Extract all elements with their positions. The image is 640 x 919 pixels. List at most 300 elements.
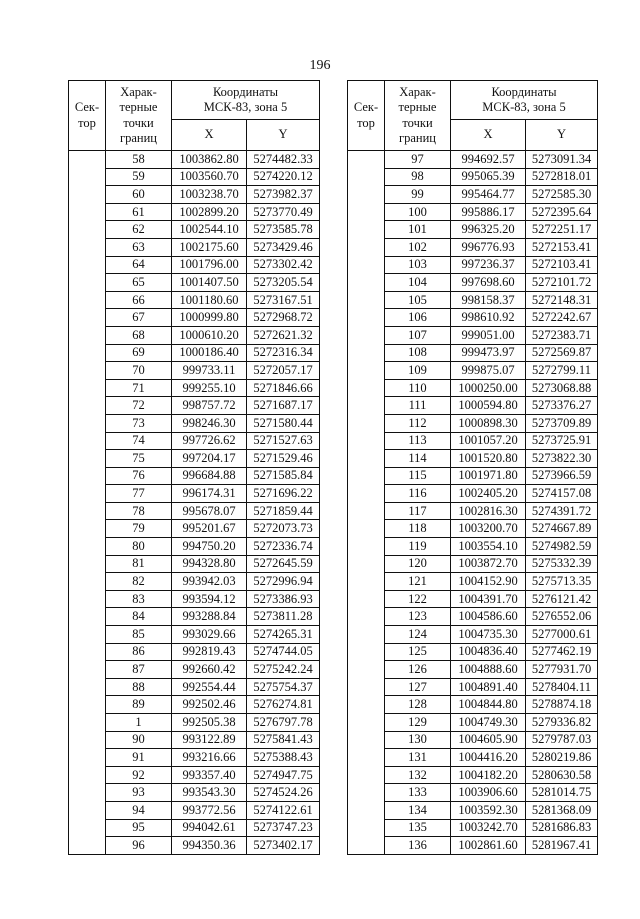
sector-cell: [348, 221, 385, 239]
table-row: [348, 151, 598, 169]
point-number-cell: 115: [385, 467, 451, 485]
x-coordinate-cell: 1004735.30: [451, 626, 526, 644]
points-header-line: терные: [119, 100, 158, 114]
table-row: [69, 749, 320, 767]
table-row: [69, 573, 320, 591]
sector-cell: [69, 837, 106, 855]
y-coordinate-cell: 5276274.81: [247, 696, 320, 714]
sector-cell: [348, 502, 385, 520]
x-coordinate-cell: 993288.84: [172, 608, 247, 626]
x-coordinate-cell: 1004416.20: [451, 749, 526, 767]
point-number-cell: 90: [106, 731, 172, 749]
table-row: [348, 221, 598, 239]
sector-cell: [348, 749, 385, 767]
sector-cell: [69, 203, 106, 221]
sector-cell: [348, 538, 385, 556]
table-row: [348, 256, 598, 274]
table-row: [348, 784, 598, 802]
left-table-body: [69, 151, 320, 855]
point-number-cell: 95: [106, 819, 172, 837]
table-row: [348, 485, 598, 503]
sector-cell: [69, 801, 106, 819]
sector-cell: [348, 573, 385, 591]
sector-cell: [348, 801, 385, 819]
y-coordinate-cell: 5274122.61: [247, 801, 320, 819]
sector-cell: [69, 467, 106, 485]
sector-cell: [348, 274, 385, 292]
x-coordinate-cell: 1004605.90: [451, 731, 526, 749]
y-coordinate-cell: 5277931.70: [526, 661, 598, 679]
sector-cell: [348, 714, 385, 732]
sector-cell: [69, 291, 106, 309]
x-coordinate-cell: 997236.37: [451, 256, 526, 274]
sector-cell: [69, 714, 106, 732]
point-number-cell: 73: [106, 414, 172, 432]
point-number-cell: 132: [385, 766, 451, 784]
y-coordinate-cell: 5275242.24: [247, 661, 320, 679]
x-coordinate-cell: 1003872.70: [451, 555, 526, 573]
y-coordinate-cell: 5272148.31: [526, 291, 598, 309]
x-coordinate-cell: 992660.42: [172, 661, 247, 679]
point-number-cell: 113: [385, 432, 451, 450]
sector-cell: [69, 414, 106, 432]
y-coordinate-cell: 5272818.01: [526, 168, 598, 186]
point-number-cell: 65: [106, 274, 172, 292]
point-number-cell: 77: [106, 485, 172, 503]
table-row: [348, 696, 598, 714]
point-number-cell: 62: [106, 221, 172, 239]
sector-cell: [69, 608, 106, 626]
coords-header-line: МСК-83, зона 5: [482, 100, 566, 114]
y-coordinate-cell: 5272073.73: [247, 520, 320, 538]
sector-cell: [348, 450, 385, 468]
point-number-cell: 88: [106, 678, 172, 696]
sector-cell: [69, 450, 106, 468]
sector-cell: [69, 397, 106, 415]
y-coordinate-cell: 5273376.27: [526, 397, 598, 415]
table-row: [69, 502, 320, 520]
point-number-cell: 84: [106, 608, 172, 626]
point-number-cell: 83: [106, 590, 172, 608]
y-coordinate-cell: 5272621.32: [247, 326, 320, 344]
y-coordinate-cell: 5277000.61: [526, 626, 598, 644]
x-coordinate-cell: 1004888.60: [451, 661, 526, 679]
table-row: [69, 485, 320, 503]
table-row: [348, 819, 598, 837]
point-number-cell: 81: [106, 555, 172, 573]
sector-cell: [348, 362, 385, 380]
table-row: [69, 397, 320, 415]
y-coordinate-cell: 5274947.75: [247, 766, 320, 784]
sector-cell: [69, 678, 106, 696]
point-number-cell: 128: [385, 696, 451, 714]
point-number-cell: 66: [106, 291, 172, 309]
point-number-cell: 70: [106, 362, 172, 380]
point-number-cell: 96: [106, 837, 172, 855]
table-row: [69, 291, 320, 309]
x-coordinate-cell: 993594.12: [172, 590, 247, 608]
table-row: [348, 432, 598, 450]
point-number-cell: 121: [385, 573, 451, 591]
y-coordinate-cell: 5272103.41: [526, 256, 598, 274]
table-row: [348, 626, 598, 644]
x-coordinate-cell: 993029.66: [172, 626, 247, 644]
table-row: [69, 379, 320, 397]
y-header: Y: [247, 120, 320, 151]
point-number-cell: 112: [385, 414, 451, 432]
y-coordinate-cell: 5271859.44: [247, 502, 320, 520]
table-row: [69, 238, 320, 256]
sector-cell: [69, 766, 106, 784]
table-row: [69, 256, 320, 274]
x-header: X: [172, 120, 247, 151]
y-coordinate-cell: 5274157.08: [526, 485, 598, 503]
point-number-cell: 116: [385, 485, 451, 503]
table-row: [348, 274, 598, 292]
x-coordinate-cell: 1002405.20: [451, 485, 526, 503]
points-header-line: Харак-: [120, 84, 157, 99]
point-number-cell: 100: [385, 203, 451, 221]
x-coordinate-cell: 995678.07: [172, 502, 247, 520]
sector-cell: [348, 590, 385, 608]
table-row: [348, 344, 598, 362]
sector-cell: [69, 432, 106, 450]
table-row: [348, 520, 598, 538]
point-number-cell: 1: [106, 714, 172, 732]
sector-cell: [348, 203, 385, 221]
sector-cell: [69, 326, 106, 344]
y-coordinate-cell: 5272153.41: [526, 238, 598, 256]
table-row: [69, 151, 320, 169]
y-coordinate-cell: 5279787.03: [526, 731, 598, 749]
point-number-cell: 105: [385, 291, 451, 309]
sector-cell: [348, 151, 385, 169]
point-number-cell: 106: [385, 309, 451, 327]
table-row: [348, 450, 598, 468]
table-row: [348, 538, 598, 556]
y-coordinate-cell: 5272645.59: [247, 555, 320, 573]
sector-cell: [69, 344, 106, 362]
points-header-line: Харак-: [399, 84, 436, 99]
x-coordinate-cell: 1003560.70: [172, 168, 247, 186]
x-coordinate-cell: 1004182.20: [451, 766, 526, 784]
sector-cell: [348, 678, 385, 696]
point-number-cell: 92: [106, 766, 172, 784]
point-number-cell: 135: [385, 819, 451, 837]
sector-cell: [69, 731, 106, 749]
y-coordinate-cell: 5273822.30: [526, 450, 598, 468]
sector-cell: [348, 379, 385, 397]
table-row: [69, 467, 320, 485]
x-coordinate-cell: 993942.03: [172, 573, 247, 591]
point-number-cell: 63: [106, 238, 172, 256]
sector-cell: [348, 766, 385, 784]
x-coordinate-cell: 1001180.60: [172, 291, 247, 309]
point-number-cell: 86: [106, 643, 172, 661]
table-row: [348, 186, 598, 204]
table-row: [348, 643, 598, 661]
x-coordinate-cell: 1000898.30: [451, 414, 526, 432]
points-header: [106, 81, 172, 151]
x-coordinate-cell: 1001796.00: [172, 256, 247, 274]
table-row: [348, 397, 598, 415]
table-row: [348, 837, 598, 855]
x-coordinate-cell: 993216.66: [172, 749, 247, 767]
y-coordinate-cell: 5273167.51: [247, 291, 320, 309]
x-coordinate-cell: 995464.77: [451, 186, 526, 204]
y-coordinate-cell: 5275388.43: [247, 749, 320, 767]
point-number-cell: 69: [106, 344, 172, 362]
table-row: [69, 414, 320, 432]
point-number-cell: 124: [385, 626, 451, 644]
coords-header: [172, 81, 320, 120]
sector-cell: [69, 819, 106, 837]
point-number-cell: 87: [106, 661, 172, 679]
table-row: [348, 590, 598, 608]
sector-cell: [348, 731, 385, 749]
table-row: [348, 801, 598, 819]
x-coordinate-cell: 1004749.30: [451, 714, 526, 732]
sector-cell: [69, 749, 106, 767]
x-coordinate-cell: 1004152.90: [451, 573, 526, 591]
y-coordinate-cell: 5276121.42: [526, 590, 598, 608]
table-row: [348, 555, 598, 573]
point-number-cell: 71: [106, 379, 172, 397]
y-coordinate-cell: 5271696.22: [247, 485, 320, 503]
y-coordinate-cell: 5274744.05: [247, 643, 320, 661]
x-coordinate-cell: 993543.30: [172, 784, 247, 802]
table-row: [69, 837, 320, 855]
sector-cell: [348, 186, 385, 204]
sector-cell: [69, 256, 106, 274]
point-number-cell: 61: [106, 203, 172, 221]
point-number-cell: 76: [106, 467, 172, 485]
sector-cell: [69, 555, 106, 573]
sector-cell: [348, 661, 385, 679]
sector-cell: [69, 379, 106, 397]
point-number-cell: 136: [385, 837, 451, 855]
sector-cell: [348, 643, 385, 661]
sector-cell: [348, 626, 385, 644]
x-coordinate-cell: 992505.38: [172, 714, 247, 732]
x-coordinate-cell: 1003592.30: [451, 801, 526, 819]
table-row: [348, 467, 598, 485]
y-coordinate-cell: 5275713.35: [526, 573, 598, 591]
table-row: [348, 326, 598, 344]
point-number-cell: 78: [106, 502, 172, 520]
point-number-cell: 107: [385, 326, 451, 344]
x-coordinate-cell: 996174.31: [172, 485, 247, 503]
sector-cell: [348, 291, 385, 309]
table-row: [69, 203, 320, 221]
table-row: [348, 291, 598, 309]
y-coordinate-cell: 5273091.34: [526, 151, 598, 169]
point-number-cell: 85: [106, 626, 172, 644]
x-coordinate-cell: 1003238.70: [172, 186, 247, 204]
point-number-cell: 99: [385, 186, 451, 204]
point-number-cell: 79: [106, 520, 172, 538]
y-coordinate-cell: 5281967.41: [526, 837, 598, 855]
point-number-cell: 119: [385, 538, 451, 556]
table-row: [348, 168, 598, 186]
x-coordinate-cell: 1001407.50: [172, 274, 247, 292]
table-row: [69, 555, 320, 573]
y-coordinate-cell: 5280630.58: [526, 766, 598, 784]
x-coordinate-cell: 999733.11: [172, 362, 247, 380]
table-row: [69, 221, 320, 239]
sector-cell: [69, 238, 106, 256]
sector-cell: [69, 186, 106, 204]
point-number-cell: 111: [385, 397, 451, 415]
point-number-cell: 114: [385, 450, 451, 468]
x-coordinate-cell: 1003906.60: [451, 784, 526, 802]
y-coordinate-cell: 5275754.37: [247, 678, 320, 696]
x-coordinate-cell: 1002816.30: [451, 502, 526, 520]
y-coordinate-cell: 5273966.59: [526, 467, 598, 485]
sector-cell: [69, 643, 106, 661]
y-coordinate-cell: 5281014.75: [526, 784, 598, 802]
y-coordinate-cell: 5272996.94: [247, 573, 320, 591]
point-number-cell: 102: [385, 238, 451, 256]
point-number-cell: 108: [385, 344, 451, 362]
x-coordinate-cell: 1000999.80: [172, 309, 247, 327]
sector-cell: [69, 485, 106, 503]
point-number-cell: 131: [385, 749, 451, 767]
table-row: [69, 784, 320, 802]
table-row: [348, 731, 598, 749]
point-number-cell: 133: [385, 784, 451, 802]
x-coordinate-cell: 994692.57: [451, 151, 526, 169]
x-coordinate-cell: 1004391.70: [451, 590, 526, 608]
x-header: X: [451, 120, 526, 151]
y-coordinate-cell: 5271846.66: [247, 379, 320, 397]
x-coordinate-cell: 1000186.40: [172, 344, 247, 362]
x-coordinate-cell: 999255.10: [172, 379, 247, 397]
table-row: [69, 626, 320, 644]
coords-header: [451, 81, 598, 120]
y-coordinate-cell: 5273770.49: [247, 203, 320, 221]
x-coordinate-cell: 1004891.40: [451, 678, 526, 696]
points-header-line: терные: [398, 100, 437, 114]
y-coordinate-cell: 5280219.86: [526, 749, 598, 767]
x-coordinate-cell: 997204.17: [172, 450, 247, 468]
y-header: Y: [526, 120, 598, 151]
x-coordinate-cell: 992554.44: [172, 678, 247, 696]
x-coordinate-cell: 993357.40: [172, 766, 247, 784]
y-coordinate-cell: 5274482.33: [247, 151, 320, 169]
points-header-line: границ: [120, 131, 157, 145]
sector-cell: [348, 784, 385, 802]
table-row: [348, 766, 598, 784]
table-row: [348, 749, 598, 767]
x-coordinate-cell: 997726.62: [172, 432, 247, 450]
sector-cell: [69, 221, 106, 239]
point-number-cell: 67: [106, 309, 172, 327]
x-coordinate-cell: 1000250.00: [451, 379, 526, 397]
table-row: [69, 678, 320, 696]
point-number-cell: 134: [385, 801, 451, 819]
sector-cell: [348, 520, 385, 538]
coords-header-line: МСК-83, зона 5: [203, 100, 288, 114]
point-number-cell: 110: [385, 379, 451, 397]
x-coordinate-cell: 994042.61: [172, 819, 247, 837]
point-number-cell: 64: [106, 256, 172, 274]
sector-cell: [69, 362, 106, 380]
table-row: [69, 274, 320, 292]
y-coordinate-cell: 5273811.28: [247, 608, 320, 626]
sector-cell: [348, 432, 385, 450]
sector-cell: [69, 520, 106, 538]
y-coordinate-cell: 5272316.34: [247, 344, 320, 362]
y-coordinate-cell: 5273068.88: [526, 379, 598, 397]
x-coordinate-cell: 996684.88: [172, 467, 247, 485]
sector-cell: [348, 344, 385, 362]
point-number-cell: 109: [385, 362, 451, 380]
coordinates-table-right: [347, 80, 598, 855]
y-coordinate-cell: 5278874.18: [526, 696, 598, 714]
y-coordinate-cell: 5272251.17: [526, 221, 598, 239]
table-row: [348, 502, 598, 520]
point-number-cell: 101: [385, 221, 451, 239]
y-coordinate-cell: 5272585.30: [526, 186, 598, 204]
table-row: [69, 643, 320, 661]
points-header-line: точки: [402, 115, 433, 130]
y-coordinate-cell: 5279336.82: [526, 714, 598, 732]
table-row: [69, 186, 320, 204]
table-row: [348, 714, 598, 732]
point-number-cell: 130: [385, 731, 451, 749]
y-coordinate-cell: 5273386.93: [247, 590, 320, 608]
sector-cell: [69, 661, 106, 679]
x-coordinate-cell: 992819.43: [172, 643, 247, 661]
sector-header-line: тор: [78, 115, 96, 130]
sector-cell: [69, 274, 106, 292]
x-coordinate-cell: 1001520.80: [451, 450, 526, 468]
table-row: [348, 678, 598, 696]
x-coordinate-cell: 994350.36: [172, 837, 247, 855]
y-coordinate-cell: 5273205.54: [247, 274, 320, 292]
x-coordinate-cell: 1003242.70: [451, 819, 526, 837]
coords-header-line: Координаты: [491, 84, 557, 99]
y-coordinate-cell: 5276552.06: [526, 608, 598, 626]
point-number-cell: 93: [106, 784, 172, 802]
y-coordinate-cell: 5273709.89: [526, 414, 598, 432]
y-coordinate-cell: 5274524.26: [247, 784, 320, 802]
point-number-cell: 74: [106, 432, 172, 450]
x-coordinate-cell: 993122.89: [172, 731, 247, 749]
sector-cell: [348, 837, 385, 855]
sector-cell: [69, 784, 106, 802]
y-coordinate-cell: 5273585.78: [247, 221, 320, 239]
sector-cell: [348, 555, 385, 573]
sector-cell: [69, 573, 106, 591]
point-number-cell: 129: [385, 714, 451, 732]
sector-cell: [348, 608, 385, 626]
page-number: 196: [309, 58, 331, 73]
table-row: [69, 450, 320, 468]
table-row: [69, 362, 320, 380]
y-coordinate-cell: 5271527.63: [247, 432, 320, 450]
x-coordinate-cell: 1003200.70: [451, 520, 526, 538]
x-coordinate-cell: 1001057.20: [451, 432, 526, 450]
y-coordinate-cell: 5271580.44: [247, 414, 320, 432]
y-coordinate-cell: 5272101.72: [526, 274, 598, 292]
point-number-cell: 58: [106, 151, 172, 169]
right-table-body: [348, 151, 598, 855]
y-coordinate-cell: 5276797.78: [247, 714, 320, 732]
table-row: [69, 344, 320, 362]
point-number-cell: 72: [106, 397, 172, 415]
